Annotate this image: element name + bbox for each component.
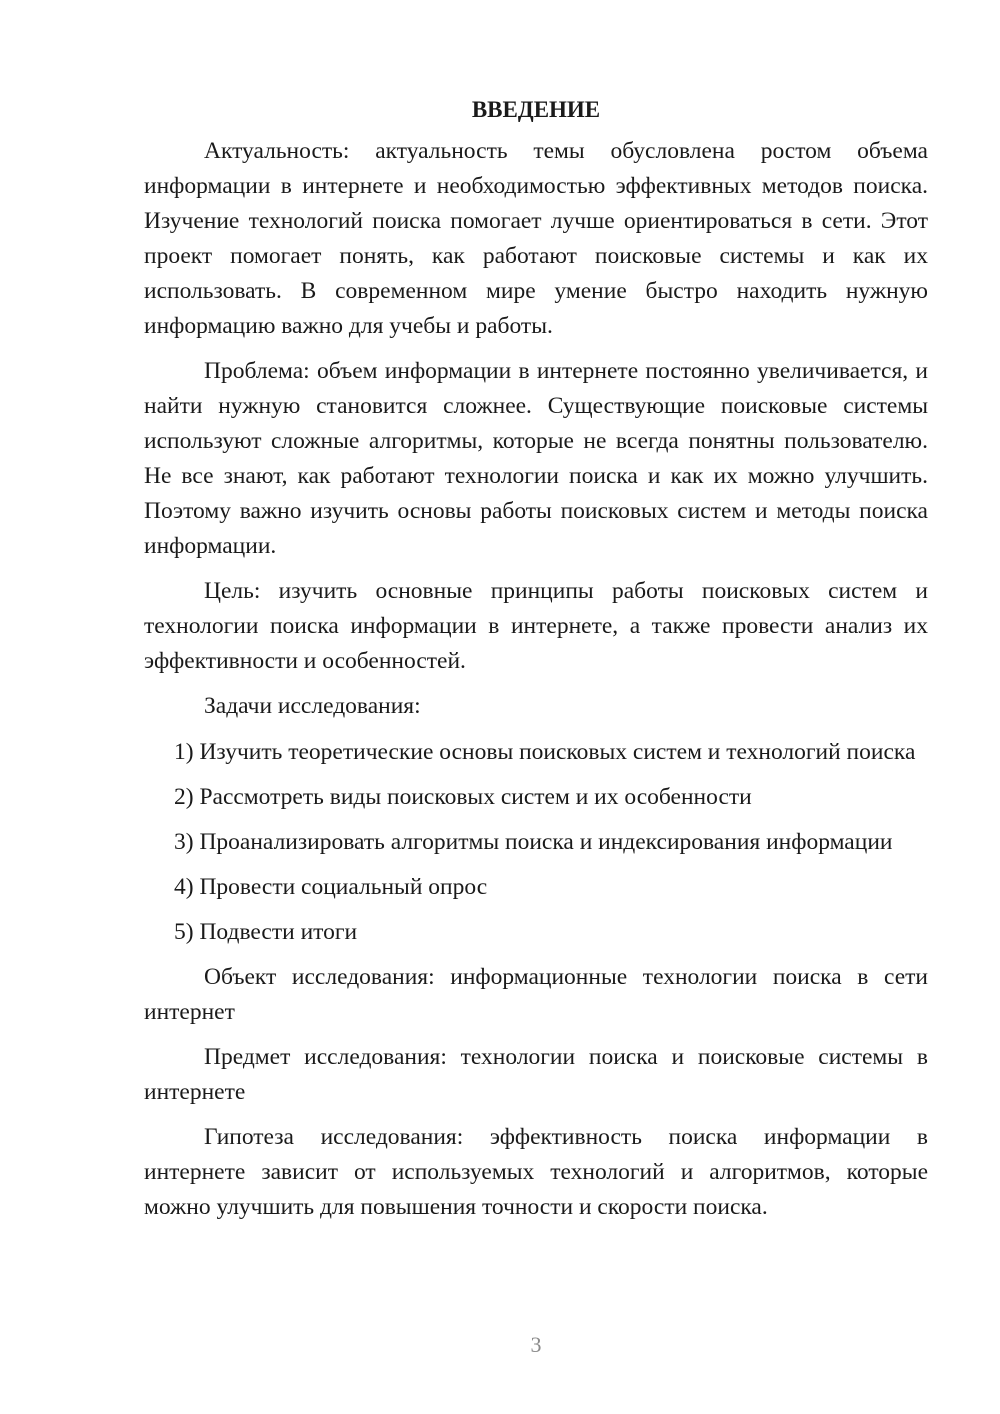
page-number: 3 <box>530 1332 542 1357</box>
object-paragraph: Объект исследования: информационные технологии поиска в сети интернет <box>144 964 928 1025</box>
hypothesis-paragraph: Гипотеза исследования: эффективность поиска информации в интернете зависит от используемых технологий и алгоритмов, которые можно улучшить для повышения точности и скорости поиска. <box>144 1124 928 1220</box>
task-item-3: 3) Проанализировать алгоритмы поиска и индексирования информации <box>174 829 893 855</box>
task-item-2: 2) Рассмотреть виды поисковых систем и их особенности <box>174 784 752 810</box>
task-item-5: 5) Подвести итоги <box>174 919 358 945</box>
subject-paragraph: Предмет исследования: технологии поиска и поисковые системы в интернете <box>144 1044 928 1105</box>
problem-paragraph: Проблема: объем информации в интернете постоянно увеличивается, и найти нужную становится сложнее. Существующие поисковые системы используют сложные алгоритмы, которые не всегда понятны пользователю. Не все знают, как работают технологии поиска и как их можно улучшить. Поэтому важно изучить основы работы поисковых систем и методы поиска информации. <box>144 358 928 559</box>
goal-paragraph: Цель: изучить основные принципы работы поисковых систем и технологии поиска информации в интернете, а также провести анализ их эффективности и особенностей. <box>144 578 928 674</box>
page-content <box>144 92 928 1235</box>
task-item-1: 1) Изучить теоретические основы поисковых систем и технологий поиска <box>174 739 916 765</box>
tasks-title: Задачи исследования: <box>204 693 421 719</box>
section-heading: ВВЕДЕНИЕ <box>471 97 601 122</box>
relevance-paragraph: Актуальность: актуальность темы обусловлена ростом объема информации в интернете и необходимостью эффективных методов поиска. Изучение технологий поиска помогает лучше ориентироваться в сети. Этот проект помогает понять, как работают поисковые системы и как их использовать. В современном мире умение быстро находить нужную информацию важно для учебы и работы. <box>144 138 928 339</box>
task-item-4: 4) Провести социальный опрос <box>174 874 488 900</box>
